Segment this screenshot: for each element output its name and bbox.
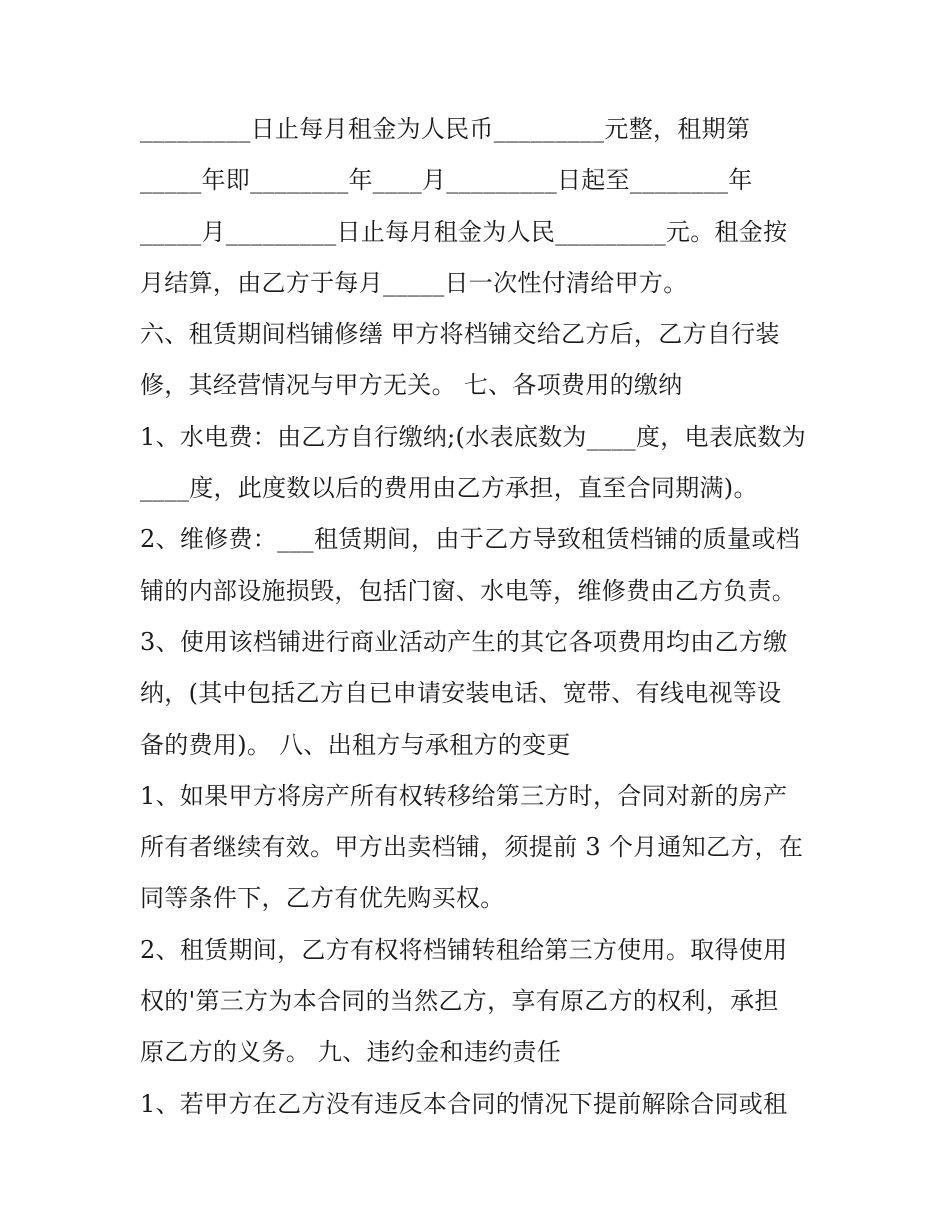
document-body xyxy=(140,104,830,1130)
text-line: 2、租赁期间，乙方有权将档铺转租给第三方使用。取得使用 xyxy=(140,935,788,964)
text-line: 1、水电费：由乙方自行缴纳;(水表底数为____度，电表底数为 xyxy=(140,422,807,451)
text-line: 备的费用)。 八、出租方与承租方的变更 xyxy=(140,730,571,759)
text-line: 纳，(其中包括乙方自已申请安装电话、宽带、有线电视等设 xyxy=(140,679,782,708)
text-line: 1、如果甲方将房产所有权转移给第三方时，合同对新的房产 xyxy=(140,781,788,810)
text-line: _____年即________年____月_________日起至________年 xyxy=(140,166,753,195)
text-line: _____月_________日止每月租金为人民_________元。租金按 xyxy=(140,217,788,246)
text-line: 所有者继续有效。甲方出卖档铺，须提前 3 个月通知乙方，在 xyxy=(140,833,804,862)
text-line: 1、若甲方在乙方没有违反本合同的情况下提前解除合同或租 xyxy=(140,1089,788,1118)
text-line: 原乙方的义务。 九、违约金和违约责任 xyxy=(140,1038,562,1067)
section-heading-line: 六、租赁期间档铺修缮 甲方将档铺交给乙方后，乙方自行装 xyxy=(140,320,780,349)
text-line: 2、维修费：___租赁期间，由于乙方导致租赁档铺的质量或档 xyxy=(140,525,800,554)
text-line: 铺的内部设施损毁，包括门窗、水电等，维修费由乙方负责。 xyxy=(140,576,797,605)
text-line: 修，其经营情况与甲方无关。 七、各项费用的缴纳 xyxy=(140,371,683,400)
text-line: 月结算，由乙方于每月_____日一次性付清给甲方。 xyxy=(140,268,688,297)
text-line: _________日止每月租金为人民币_________元整，租期第 xyxy=(140,115,751,143)
text-line: 3、使用该档铺进行商业活动产生的其它各项费用均由乙方缴 xyxy=(140,627,788,656)
text-line: 同等条件下，乙方有优先购买权。 xyxy=(140,884,505,913)
text-line: ____度，此度数以后的费用由乙方承担，直至合同期满)。 xyxy=(140,474,758,503)
text-line: 权的'第三方为本合同的当然乙方，享有原乙方的权利，承担 xyxy=(140,987,779,1016)
